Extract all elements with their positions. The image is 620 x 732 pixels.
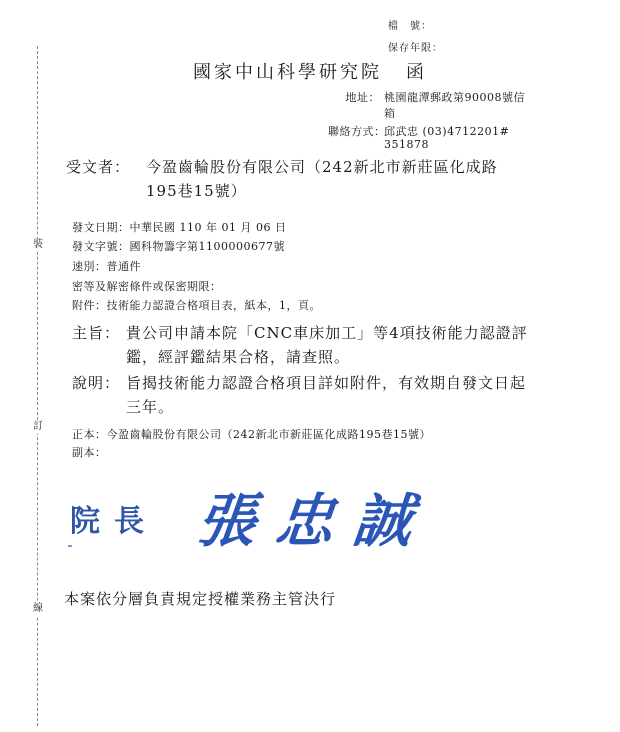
recipient-line-2: 195巷15號） — [146, 182, 247, 200]
contact-line-1: 邱武忠 (03)4712201# — [384, 125, 510, 138]
contact-line-2: 351878 — [384, 138, 429, 151]
signature-name: 張忠誠 — [193, 487, 436, 555]
document-number: 發文字號：國科物籌字第1100000677號 — [72, 240, 285, 253]
binding-mark-ding: 訂 — [33, 421, 43, 432]
address-line-1: 桃園龍潭郵政第90008號信 — [384, 91, 525, 104]
binding-mark-zhuang: 裝 — [33, 239, 43, 250]
organization-name: 國家中山科學研究院 — [193, 62, 382, 83]
document-type: 函 — [406, 62, 427, 83]
copy-recipient: 副本： — [72, 446, 107, 459]
explanation-line-1: 旨揭技術能力認證合格項目詳如附件，有效期自發文日起 — [126, 374, 527, 392]
retention-period-label: 保存年限： — [388, 43, 443, 54]
explanation-label: 說明： — [72, 374, 121, 392]
original-recipient: 正本：今盈齒輪股份有限公司（242新北市新莊區化成路195巷15號） — [72, 428, 431, 441]
subject-label: 主旨： — [72, 324, 121, 342]
address-line-2: 箱 — [384, 107, 396, 120]
subject-line-1: 貴公司申請本院「CNC車床加工」等4項技術能力認證評 — [126, 324, 528, 342]
binding-mark-xian: 線 — [33, 603, 43, 614]
secrecy-level: 密等及解密條件或保密期限： — [72, 280, 222, 293]
ink-mark — [68, 545, 72, 547]
explanation-line-2: 三年。 — [126, 398, 175, 416]
address-label: 地址： — [345, 91, 380, 104]
file-number-label: 檔 號： — [388, 21, 432, 32]
binding-margin-line — [37, 46, 38, 726]
subject-line-2: 鑑，經評鑑結果合格，請查照。 — [126, 348, 351, 366]
recipient-line-1: 今盈齒輪股份有限公司（242新北市新莊區化成路 — [146, 158, 498, 176]
issue-date: 發文日期：中華民國 110 年 01 月 06 日 — [72, 221, 287, 234]
document-title — [0, 58, 620, 84]
attachment-info: 附件：技術能力認證合格項目表，紙本，1，頁。 — [72, 299, 321, 312]
recipient-label: 受文者： — [66, 158, 131, 176]
contact-label: 聯絡方式： — [328, 125, 386, 138]
delivery-speed: 速別：普通件 — [72, 260, 141, 273]
signature-title: 院長 — [70, 504, 158, 539]
delegation-note: 本案依分層負責規定授權業務主管決行 — [64, 590, 337, 608]
